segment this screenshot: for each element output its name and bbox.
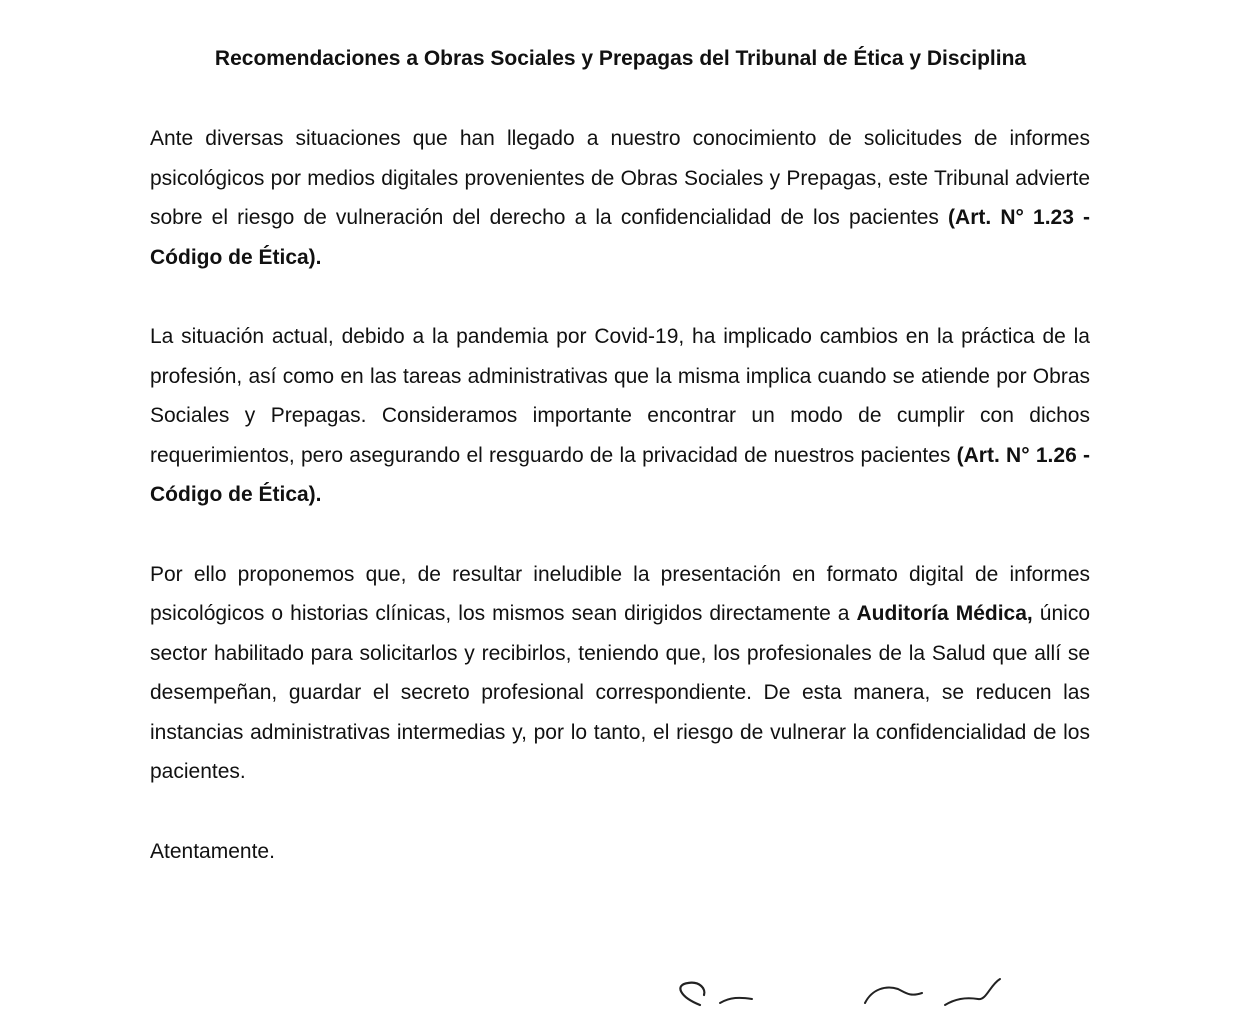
paragraph-2 [150, 317, 1090, 515]
paragraph-3 [150, 555, 1090, 792]
document-body [150, 119, 1090, 871]
document-title: Recomendaciones a Obras Sociales y Prepagas del Tribunal de Ética y Disciplina [214, 47, 1027, 70]
paragraph-1 [150, 119, 1090, 277]
paragraph-1-text: Ante diversas situaciones que han llegado a nuestro conocimiento de solicitudes de informes psicológicos por medios digitales provenientes de Obras Sociales y Prepagas, este Tribunal advierte sobre el riesgo de vulneración del derecho a la confidencialidad de los pacientes [150, 127, 1090, 229]
paragraph-2-reference: (Art. N° 1.26 - Código de Ética). [150, 443, 1090, 506]
paragraph-1-reference: (Art. N° 1.23 - Código de Ética). [150, 206, 1090, 269]
paragraph-3-text-after: único sector habilitado para solicitarlos y recibirlos, teniendo que, los profesionales de la Salud que allí se desempeñan, guardar el secreto profesional correspondiente. De esta manera, se reducen las instancias administrativas intermedias y, por lo tanto, el riesgo de vulnerar la confidencialidad de los pacientes. [150, 602, 1090, 783]
paragraph-3-text-before: Por ello proponemos que, de resultar ineludible la presentación en formato digital de informes psicológicos o historias clínicas, los mismos sean dirigidos directamente a [150, 562, 1090, 625]
paragraph-3-bold-text: Auditoría Médica, [856, 602, 1033, 625]
signature-icon [660, 975, 1020, 1015]
closing-salutation: Atentamente. [150, 839, 275, 863]
paragraph-2-text: La situación actual, debido a la pandemia por Covid-19, ha implicado cambios en la práctica de la profesión, así como en las tareas administrativas que la misma implica cuando se atiende por Obras Sociales y Prepagas. Consideramos importante encontrar un modo de cumplir con dichos requerimientos, pero asegurando el resguardo de la privacidad de nuestros pacientes [150, 325, 1090, 467]
